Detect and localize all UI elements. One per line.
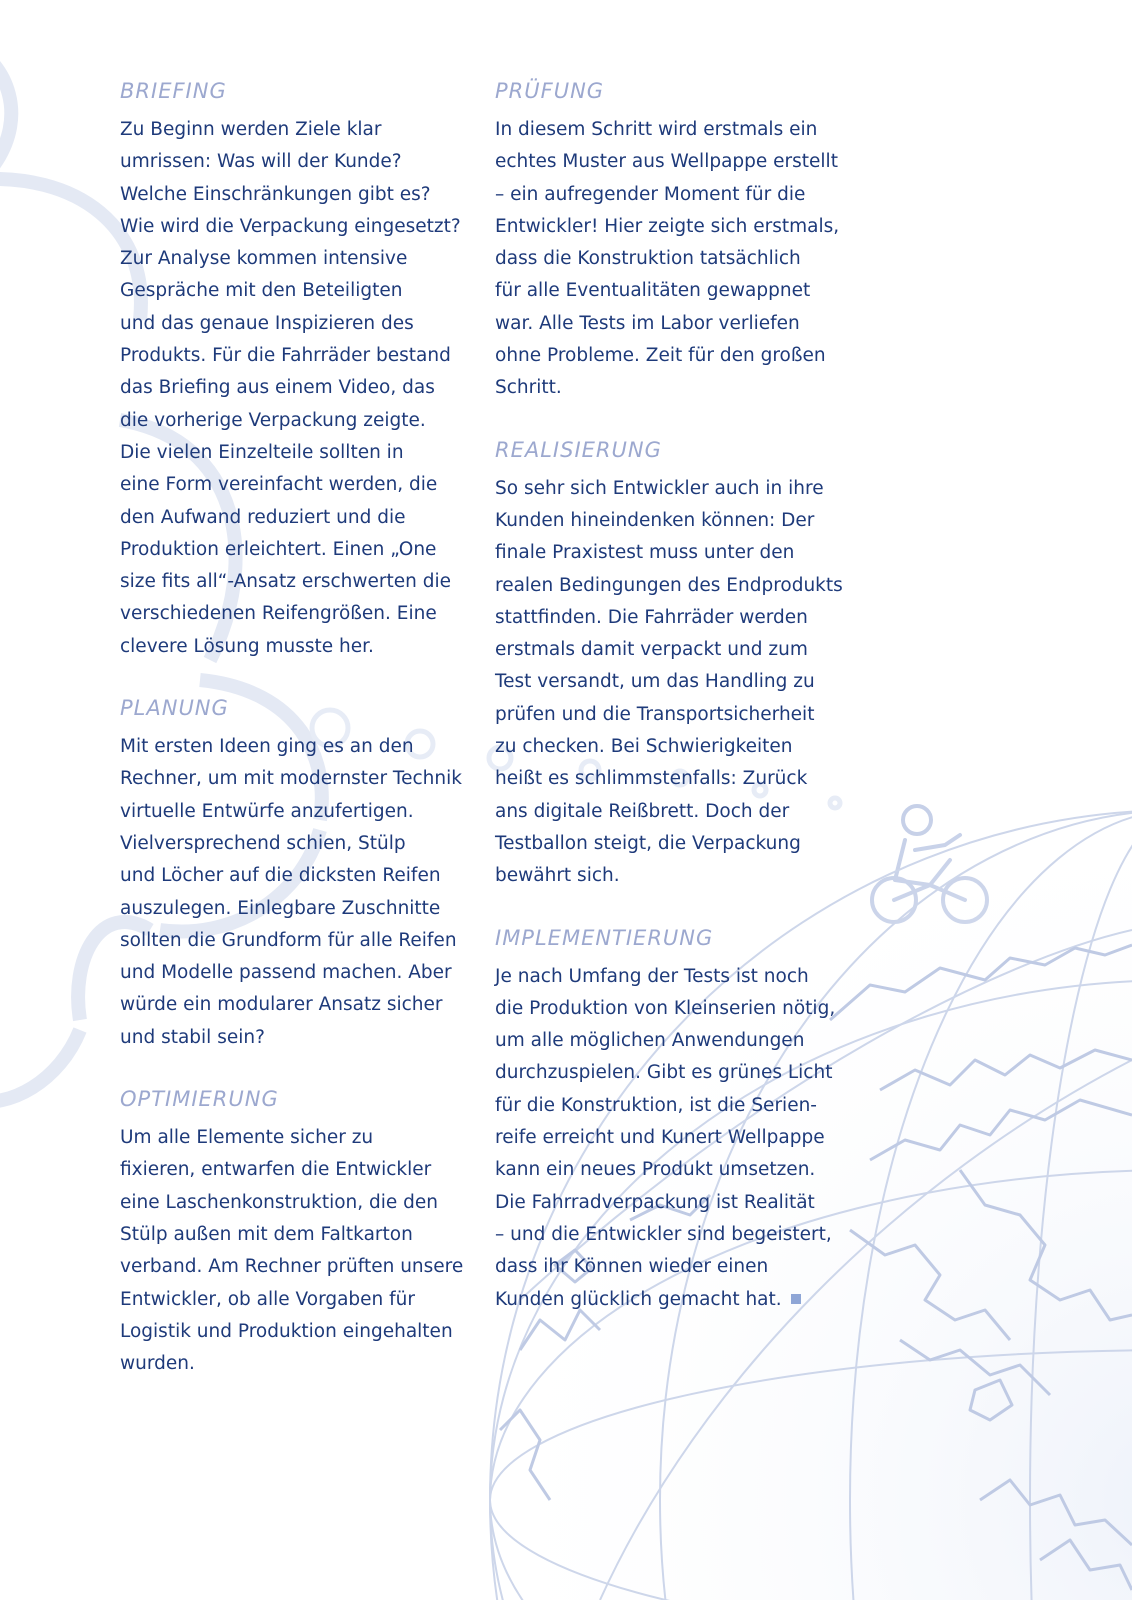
section-body: So sehr sich Entwickler auch in ihre Kunden hineindenken können: Der finale Praxistest muss unter den realen Bedingungen des Endprodukts stattfinden. Die Fahrräder werden erstmals damit verpackt und zum Test versandt, um das Handling zu prüfen und die Transportsicherheit zu checken. Bei Schwierigkeiten heißt es schlimmstenfalls: Zurück ans digitale Reißbrett. Doch der Testballon steigt, die Verpackung bewährt sich.: [495, 477, 843, 887]
section-realisierung: [495, 433, 855, 893]
section-briefing: [120, 74, 470, 663]
section-planung: [120, 691, 470, 1054]
section-implementierung: [495, 921, 855, 1316]
section-heading: OPTIMIERUNG: [120, 1087, 279, 1112]
section-heading: PRÜFUNG: [495, 79, 605, 103]
section-pruefung: [495, 74, 855, 405]
section-body: Um alle Elemente sicher zu fixieren, entwarfen die Entwickler eine Laschenkonstruktion, die den Stülp außen mit dem Faltkarton verband. Am Rechner prüften unsere Entwickler, ob alle Vorgaben für Logistik und Produktion eingehalten wurden.: [120, 1127, 464, 1375]
section-body: Je nach Umfang der Tests ist noch die Produktion von Kleinserien nötig, um alle möglichen Anwendungen durchzuspielen. Gibt es grünes Licht für die Konstruktion, ist die Serien- reife erreicht und Kunert Wellpappe kann ein neues Produkt umsetzen. Die Fahrradverpackung ist Realität – und die Entwickler sind begeistert, dass ihr Können wieder einen Kunden glücklich gemacht hat.: [495, 965, 836, 1310]
section-heading: PLANUNG: [120, 696, 229, 721]
end-of-article-mark: [791, 1294, 801, 1304]
section-heading: IMPLEMENTIERUNG: [495, 925, 714, 950]
right-column: [495, 74, 855, 1344]
section-heading: REALISIERUNG: [495, 437, 662, 462]
section-body-wrapper: [495, 961, 855, 1316]
section-body: In diesem Schritt wird erstmals ein echtes Muster aus Wellpappe erstellt – ein aufregender Moment für die Entwickler! Hier zeigte sich erstmals, dass die Konstruktion tatsächlich für alle Eventualitäten gewappnet war. Alle Tests im Labor verliefen ohne Probleme. Zeit für den großen Schritt.: [495, 119, 840, 399]
left-column: [120, 74, 470, 1408]
section-body: Mit ersten Ideen ging es an den Rechner, um mit modernster Technik virtuelle Entwürfe anzufertigen. Vielversprechend schien, Stülp und Löcher auf die dicksten Reifen auszulegen. Einlegbare Zuschnitte sollten die Grundform für alle Reifen und Modelle passend machen. Aber würde ein modularer Ansatz sicher und stabil sein?: [120, 736, 462, 1048]
section-optimierung: [120, 1082, 470, 1380]
section-body: Zu Beginn werden Ziele klar umrissen: Was will der Kunde? Welche Einschränkungen gibt es? Wie wird die Verpackung eingesetzt? Zur Analyse kommen intensive Gespräche mit den Beteiligten und das genaue Inspizieren des Produkts. Für die Fahrräder bestand das Briefing aus einem Video, das die vorherige Verpackung zeigte. Die vielen Einzelteile sollten in eine Form vereinfacht werden, die den Aufwand reduziert und die Produktion erleichtert. Einen „One size fits all“-Ansatz erschwerten die verschiedenen Reifengrößen. Eine clevere Lösung musste her.: [120, 119, 461, 657]
section-heading: BRIEFING: [120, 79, 227, 103]
